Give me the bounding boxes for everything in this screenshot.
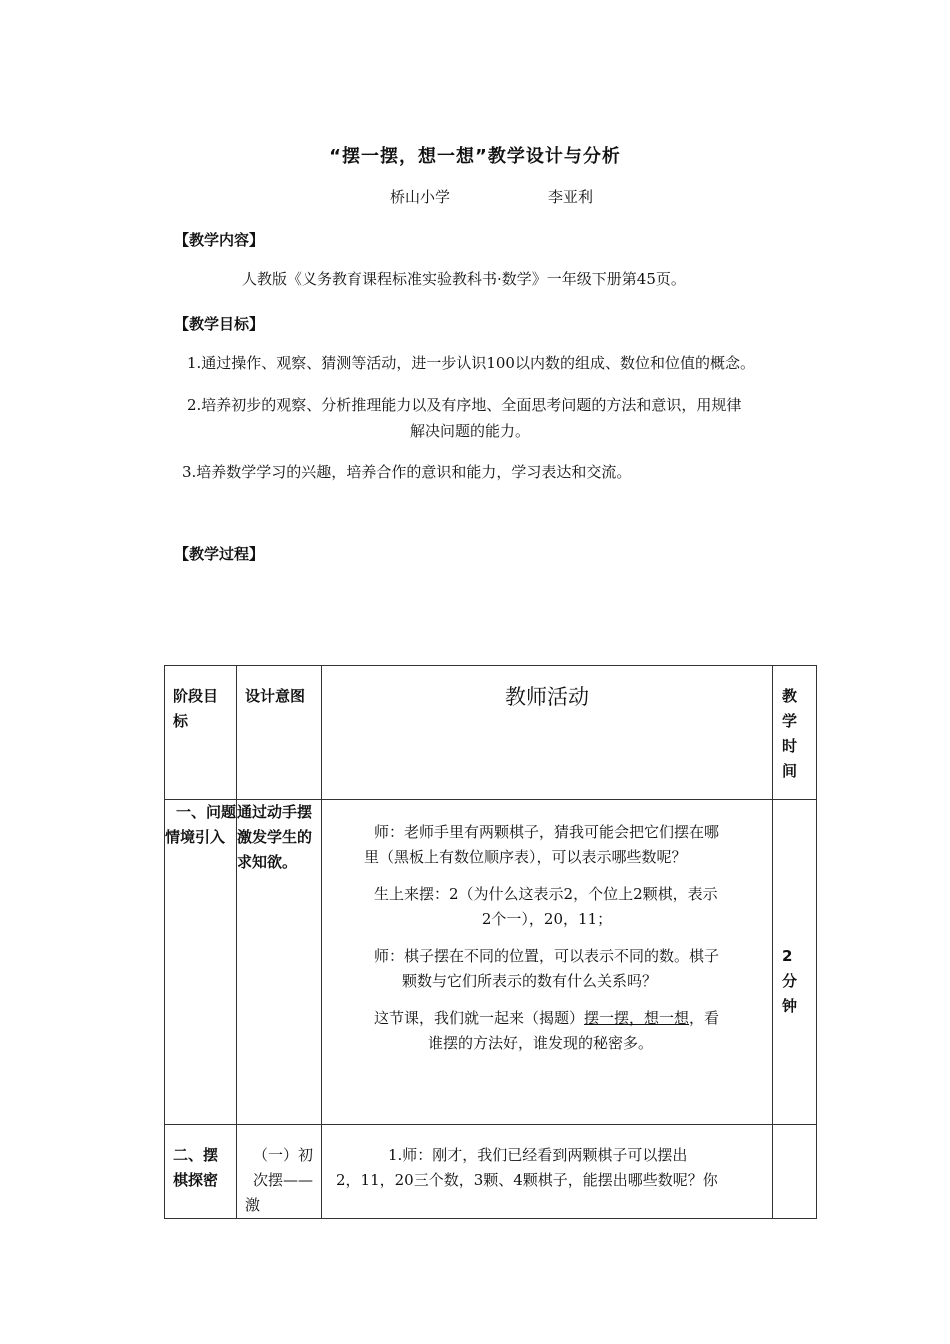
header-stage: 阶段目标 [173,687,219,730]
author-name: 李亚利 [548,188,594,206]
row2-p1-line2: 2，11，20三个数，3颗、4颗棋子，能摆出哪些数呢？你 [336,1171,718,1189]
row1-p1-line2: 里（黑板上有数位顺序表），可以表示哪些数呢？ [364,848,687,866]
row2-p1-line1: 1.师：刚才，我们已经看到两颗棋子可以摆出 [388,1146,688,1164]
row1-p4-line2: 谁摆的方法好，谁发现的秘密多。 [428,1034,654,1052]
goal-3: 3.培养数学学习的兴趣，培养合作的意识和能力，学习表达和交流。 [182,463,632,481]
table-row [165,800,817,1125]
header-intent: 设计意图 [245,687,306,705]
document-title: “摆一摆，想一想”教学设计与分析 [329,146,621,167]
row1-p2-line1: 生上来摆：2（为什么这表示2，个位上2颗棋，表示 [374,885,718,903]
school-name: 桥山小学 [390,188,451,206]
process-heading: 【教学过程】 [174,545,265,563]
row1-p4-suffix: ，看 [689,1009,720,1027]
row1-time: 2分钟 [782,947,798,1015]
content-text: 人教版《义务教育课程标准实验教科书·数学》一年级下册第45页。 [242,270,686,288]
row1-p4-prefix: 这节课，我们就一起来（揭题） [374,1009,585,1027]
row2-stage: 二、摆棋探密 [173,1146,219,1189]
lesson-title-underlined: 摆一摆，想一想 [584,1009,690,1027]
table-row [165,1125,817,1219]
row2-intent: （一）初次摆——激 [245,1146,313,1214]
row1-p2-line2: 2个一），20，11； [481,910,613,928]
row1-stage: 一、问题情境引入 [165,803,236,846]
row1-intent: 通过动手摆激发学生的求知欲。 [237,803,313,871]
goal-2-line-1: 2.培养初步的观察、分析推理能力以及有序地、全面思考问题的方法和意识，用规律 [187,396,742,414]
goal-1: 1.通过操作、观察、猜测等活动，进一步认识100以内数的组成、数位和位值的概念。 [187,354,755,372]
header-time: 教学时间 [782,687,798,780]
table-header-row [165,666,817,800]
row1-p4-line1 [336,1006,758,1031]
goal-2-line-2: 解决问题的能力。 [410,422,531,440]
row1-p3-line2: 颗数与它们所表示的数有什么关系吗？ [402,972,658,990]
row1-p1-line1: 师：老师手里有两颗棋子，猜我可能会把它们摆在哪 [374,823,720,841]
row1-p3-line1: 师：棋子摆在不同的位置，可以表示不同的数。棋子 [374,947,720,965]
header-teacher-activity: 教师活动 [505,685,589,709]
content-heading: 【教学内容】 [174,231,265,249]
process-table [164,665,817,1219]
goals-heading: 【教学目标】 [174,315,265,333]
